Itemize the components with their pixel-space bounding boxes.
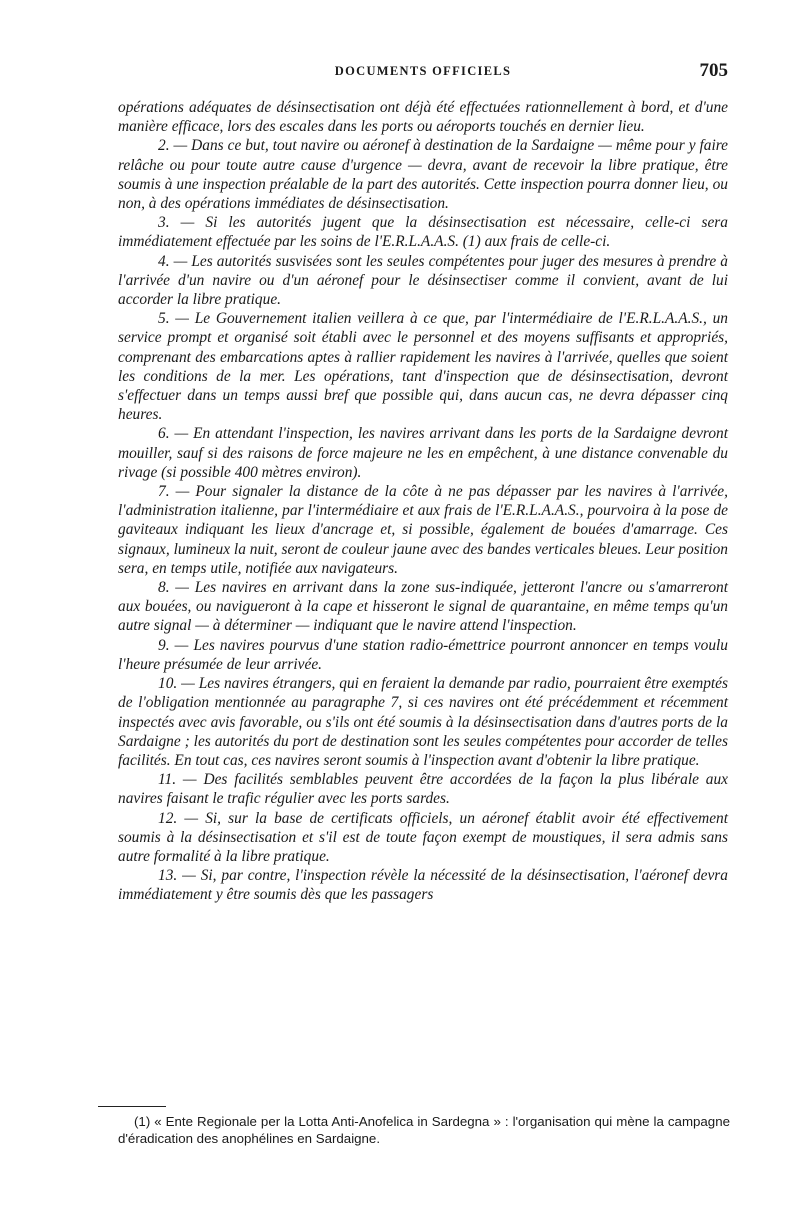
running-title: DOCUMENTS OFFICIELS: [334, 64, 512, 78]
paragraph-6: 6. — En attendant l'inspection, les navires arrivant dans les ports de la Sardaigne devront mouiller, sauf si des raisons de force majeure ne les en empêchent, à une distance convenable du rivage (si possible 400 mètres environ).: [118, 425, 728, 481]
body-text: [118, 98, 728, 905]
footnote-divider: [98, 1106, 166, 1107]
paragraph-10: 10. — Les navires étrangers, qui en feraient la demande par radio, pourraient être exemptés de l'obligation mentionnée au paragraphe 7, si ces navires ont été précédemment et récemment inspectés avec avis favorable, ou s'ils ont été soumis à la désinsectisation dans d'autres ports de la Sardaigne ; les autorités du port de destination sont les seules compétentes pour accorder de telles facilités. En tout cas, ces navires seront soumis à l'inspection avant d'obtenir la libre pratique.: [118, 675, 728, 769]
paragraph-5: 5. — Le Gouvernement italien veillera à ce que, par l'intermédiaire de l'E.R.L.A.A.S., un service prompt et organisé soit établi avec le personnel et des moyens suffisants et appropriés, comprenant des embarcations aptes à rallier rapidement les navires à l'arrivée, quelles que soient les conditions de la mer. Les opérations, tant d'inspection que de désinsectisation, devront s'effectuer dans un temps aussi bref que possible qui, dans aucun cas, ne devra dépasser cinq heures.: [118, 310, 728, 424]
paragraph-11: 11. — Des facilités semblables peuvent être accordées de la façon la plus libérale aux navires faisant le trafic régulier avec les ports sardes.: [118, 771, 728, 808]
paragraph-9: 9. — Les navires pourvus d'une station radio-émettrice pourront annoncer en temps voulu l'heure présumée de leur arrivée.: [118, 636, 728, 673]
paragraph-3: 3. — Si les autorités jugent que la désinsectisation est nécessaire, celle-ci sera immédiatement effectuée par les soins de l'E.R.L.A.A.S. (1) aux frais de celle-ci.: [118, 214, 728, 251]
paragraph-12: 12. — Si, sur la base de certificats officiels, un aéronef établit avoir été effectivement soumis à la désinsectisation et s'il est de toute façon exempt de moustiques, il sera admis sans autre formalité à la libre pratique.: [118, 809, 728, 865]
paragraph-continued: opérations adéquates de désinsectisation ont déjà été effectuées rationnellement à bord, et d'une manière efficace, lors des escales dans les ports ou aéroports touchés en dernier lieu.: [118, 99, 728, 136]
page-header: [118, 60, 728, 84]
footnote: (1) « Ente Regionale per la Lotta Anti-Anofelica in Sardegna » : l'organisation qui mène la campagne d'éradication des anophélines en Sardaigne.: [118, 1114, 730, 1146]
paragraph-7: 7. — Pour signaler la distance de la côte à ne pas dépasser par les navires à l'arrivée, l'administration italienne, par l'intermédiaire et aux frais de l'E.R.L.A.A.S., pourvoira à la pose de gaviteaux indiquant les lieux d'ancrage et, si possible, également de bouées d'amarrage. Ces signaux, lumineux la nuit, seront de couleur jaune avec des bandes verticales bleues. Leur position sera, en temps utile, notifiée aux navigateurs.: [118, 483, 728, 577]
paragraph-8: 8. — Les navires en arrivant dans la zone sus-indiquée, jetteront l'ancre ou s'amarreront aux bouées, ou navigueront à la cape et hisseront le signal de quarantaine, en même temps qu'un autre signal — à déterminer — indiquant que le navire attend l'inspection.: [118, 579, 728, 635]
page-number: 705: [699, 60, 728, 81]
paragraph-13: 13. — Si, par contre, l'inspection révèle la nécessité de la désinsectisation, l'aéronef devra immédiatement y être soumis dès que les passagers: [118, 867, 728, 904]
paragraph-4: 4. — Les autorités susvisées sont les seules compétentes pour juger des mesures à prendre à l'arrivée d'un navire ou d'un aéronef pour le désinsectiser comme il convient, avant de lui accorder la libre pratique.: [118, 252, 728, 309]
paragraph-2: 2. — Dans ce but, tout navire ou aéronef à destination de la Sardaigne — même pour y faire relâche ou pour toute autre cause d'urgence — devra, avant de recevoir la libre pratique, être soumis à une inspection préalable de la part des autorités. Cette inspection pourra donner lieu, ou non, à des opérations immédiates de désinsectisation.: [118, 137, 728, 213]
